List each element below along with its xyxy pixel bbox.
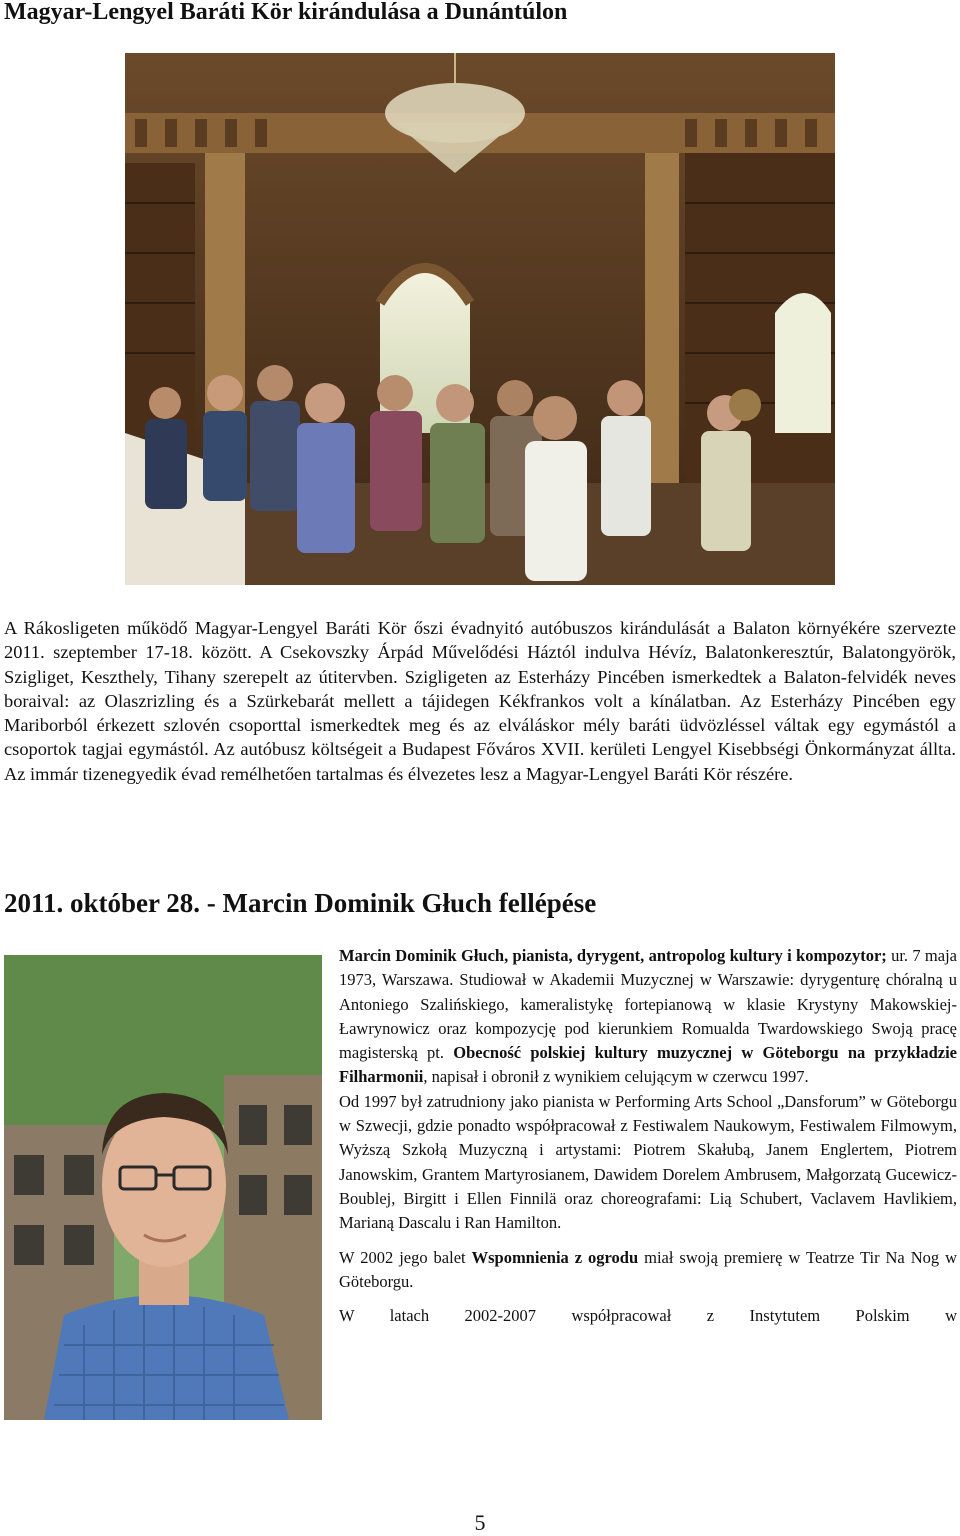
thesis-title-bold: Obecność polskiej kultury muzycznej w Göteborgu na przykładzie Filharmonii [339,1043,957,1087]
library-group-photo [125,53,835,585]
bio-paragraph-2: Od 1997 był zatrudniony jako pianista w Performing Arts School „Dansforum” w Göteborgu w Szwecji, gdzie ponadto współpracował z Festiwalem Naukowym, Festiwalem Filmowym, Wyższą Szkołą Muzyczną i artystami: Piotrem Skałubą, Janem Englertem, Piotrem Janowskim, Grantem Martyrosianem, Dawidem Dorelem Ambrusem, Małgorzatą Gucewicz-Boublej, Birgitt i Ellen Finnilä oraz choreografami: Lią Schubert, Vaclavem Havlikiem, Marianą Dascalu i Ran Hamilton. [339,1091,957,1233]
bio-paragraph-1 [339,944,957,1090]
bio-text: miał swoją premierę w Teatrze Tir Na Nog w Göteborgu. [339,1247,958,1291]
article-paragraph: A Rákosligeten működő Magyar-Lengyel Baráti Kör őszi évadnyitó autóbuszos kirándulását a Balaton környékére szervezte 2011. szeptember 17-18. között. A Csekovszky Árpád Művelődési Háztól indulva Hévíz, Balatonkeresztúr, Balatongyörök, Szigliget, Keszthely, Tihany szerepelt az útitervben. Szigligeten az Esterházy Pincében ismerkedtek a Balaton-felvidék neves boraival: az Olaszrizling és a Szürkebarát mellett a tájidegen Kékfrankos volt a kínálatban. Az Esterházy Pincében egy Mariborból érkezett szlovén csoporttal ismerkedtek meg és az elváláskor mély baráti üdvözléssel váltak egy egymástól a csoportok tagjai egymástól. Az autóbusz költségeit a Budapest Főváros XVII. kerületi Lengyel Kisebbségi Önkormányzat állta. Az immár tizenegyedik évad remélhetően tartalmas és élvezetes lesz a Magyar-Lengyel Baráti Kör részére. [4,618,956,784]
bio-name-bold: Marcin Dominik Głuch, pianista, dyrygent, antropolog kultury i kompozytor; [339,946,887,965]
ballet-title-bold: Wspomnienia z ogrodu [471,1247,639,1267]
event-title: 2011. október 28. - Marcin Dominik Głuch fellépése [4,888,597,918]
page-number: 5 [474,1510,486,1535]
pianist-portrait [4,955,322,1420]
bio-text: ur. 7 maja 1973, Warszawa. Studiował w Akademii Muzycznej w Warszawie: dyrygenturę chóralną u Antoniego Szalińskiego, kameralistykę fortepianową w klasie Krystyny Makowskiej-Ławrynowicz oraz kompozycję pod kierunkiem Romualda Twardowskiego Swoją pracę magisterską pt. [339,946,957,1063]
bio-text: W 2002 jego balet [339,1247,472,1267]
pianist-biography [339,944,957,1328]
bio-paragraph-4: W latach 2002-2007 współpracował z Instytutem Polskim w [339,1306,957,1326]
bio-paragraph-3 [339,1246,957,1295]
article-title: Magyar-Lengyel Baráti Kör kirándulása a Dunántúlon [4,0,568,25]
bio-text: , napisał i obronił z wynikiem celującym w czerwcu 1997. [423,1067,809,1087]
